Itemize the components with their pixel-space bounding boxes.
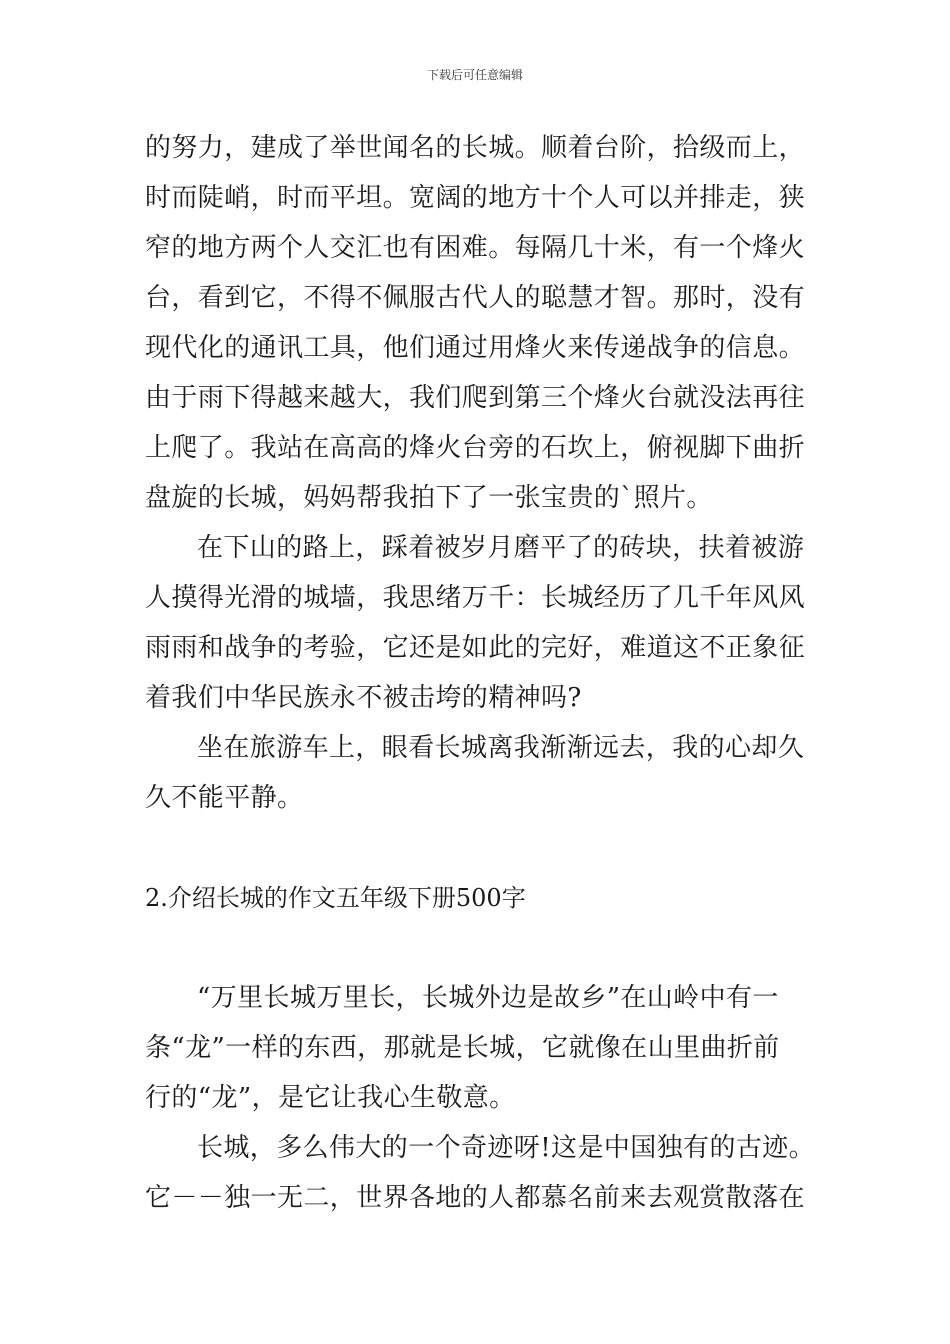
text-line: 着我们中华民族永不被击垮的精神吗?: [145, 683, 582, 713]
text-line: 台，看到它，不得不佩服古代人的聪慧才智。那时，没有: [145, 283, 806, 313]
text-line: 由于雨下得越来越大，我们爬到第三个烽火台就没法再往: [145, 383, 806, 413]
paragraph-start-line: “万里长城万里长，长城外边是故乡”在山岭中有一: [197, 983, 779, 1013]
text-line: 它－－独一无二，世界各地的人都慕名前来去观赏散落在: [145, 1183, 806, 1213]
paragraph-start-line: 长城，多么伟大的一个奇迹呀!这是中国独有的古迹。: [197, 1133, 816, 1163]
text-line: 行的“龙”，是它让我心生敬意。: [145, 1083, 516, 1113]
text-line: 的努力，建成了举世闻名的长城。顺着台阶，拾级而上，: [145, 133, 806, 163]
text-line: 人摸得光滑的城墙，我思绪万千：长城经历了几千年风风: [145, 583, 806, 613]
text-line: 久不能平静。: [145, 783, 304, 813]
text-line: 雨雨和战争的考验，它还是如此的完好，难道这不正象征: [145, 633, 806, 663]
text-line: 条“龙”一样的东西，那就是长城，它就像在山里曲折前: [145, 1033, 780, 1063]
text-line: 时而陡峭，时而平坦。宽阔的地方十个人可以并排走，狭: [145, 183, 806, 213]
section-heading: 2.介绍长城的作文五年级下册500字: [145, 884, 526, 912]
text-line: 现代化的通讯工具，他们通过用烽火来传递战争的信息。: [145, 333, 806, 363]
text-line: 上爬了。我站在高高的烽火台旁的石坎上，俯视脚下曲折: [145, 433, 806, 463]
text-line: 窄的地方两个人交汇也有困难。每隔几十米，有一个烽火: [145, 233, 806, 263]
text-line: 盘旋的长城，妈妈帮我拍下了一张宝贵的`照片。: [145, 483, 713, 513]
page-header: 下载后可任意编辑: [426, 68, 523, 82]
paragraph-start-line: 坐在旅游车上，眼看长城离我渐渐远去，我的心却久: [197, 733, 805, 763]
paragraph-start-line: 在下山的路上，踩着被岁月磨平了的砖块，扶着被游: [197, 533, 805, 563]
